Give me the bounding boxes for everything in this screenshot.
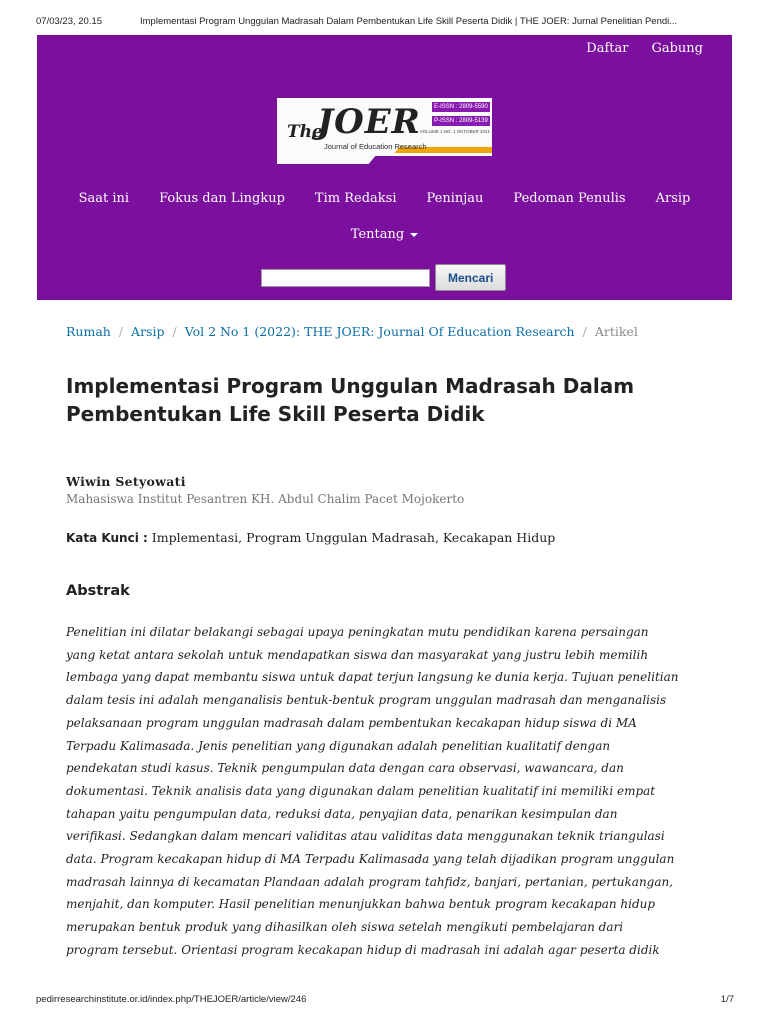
register-link[interactable]: Daftar — [586, 41, 629, 56]
nav-current[interactable]: Saat ini — [78, 191, 130, 206]
logo-the: The — [287, 122, 323, 142]
abstract-line: dalam tesis ini adalah menganalisis bentuk-bentuk program unggulan madrasah dan menganalisis — [66, 693, 667, 708]
abstract-line: data. Program kecakapan hidup di MA Terpadu Kalimasada yang telah dijadikan program unggulan — [66, 852, 675, 867]
breadcrumb-current: Artikel — [594, 324, 638, 339]
article-title-line-1: Implementasi Program Unggulan Madrasah Dalam — [66, 374, 635, 398]
print-header — [0, 16, 768, 30]
nav-row-2 — [37, 225, 732, 245]
print-page-number: 1/7 — [720, 994, 734, 1005]
site-header — [37, 35, 732, 300]
author-name: Wiwin Setyowati — [66, 474, 186, 489]
breadcrumb-separator: / — [118, 324, 124, 339]
print-footer — [0, 994, 768, 1008]
print-date: 07/03/23, 20.15 — [36, 16, 103, 27]
keywords-label: Kata Kunci : — [66, 531, 148, 545]
abstract-heading: Abstrak — [66, 583, 130, 599]
abstract-line: yang ketat antara sekolah untuk mendapatkan siswa dan masyarakat yang justru lebih memilih — [66, 647, 649, 662]
print-url: pedirresearchinstitute.or.id/index.php/THEJOER/article/view/246 — [36, 994, 307, 1005]
logo-joer: JOER — [317, 102, 421, 142]
abstract-text — [66, 621, 716, 962]
keywords — [66, 530, 555, 545]
logo-volume: VOLUME 1 NO. 1 OKTOBER 2021 — [419, 129, 490, 134]
caret-down-icon — [410, 233, 418, 237]
keywords-value: Implementasi, Program Unggulan Madrasah, Kecakapan Hidup — [151, 530, 556, 545]
abstract-line: menjahit, dan komputer. Hasil penelitian menunjukkan bahwa bentuk program kecakapan hidup — [66, 897, 656, 912]
logo-eissn: E-ISSN : 2809-5590 — [432, 102, 490, 112]
nav-editorial-team[interactable]: Tim Redaksi — [314, 191, 397, 206]
nav-focus-scope[interactable]: Fokus dan Lingkup — [159, 191, 285, 206]
logo-stripe-bottom — [277, 164, 492, 172]
abstract-line: pendekatan studi kasus. Teknik pengumpulan data dengan cara observasi, wawancara, dan — [66, 761, 624, 776]
abstract-line: merupakan bentuk produk yang dihasilkan oleh siswa setelah mengikuti pembelajaran dari — [66, 920, 624, 935]
breadcrumb-home[interactable]: Rumah — [66, 324, 111, 339]
breadcrumb-separator: / — [172, 324, 177, 339]
user-links — [586, 41, 703, 56]
main-nav — [37, 189, 732, 209]
nav-reviewers[interactable]: Peninjau — [426, 191, 484, 206]
abstract-line: Penelitian ini dilatar belakangi sebagai upaya peningkatan mutu pendidikan karena persaingan — [66, 625, 649, 639]
logo-subtitle: Journal of Education Research — [324, 142, 427, 151]
breadcrumb-issue[interactable]: Vol 2 No 1 (2022): THE JOER: Journal Of Education Research — [184, 324, 575, 339]
print-page-title: Implementasi Program Unggulan Madrasah Dalam Pembentukan Life Skill Peserta Didik | THE JOER: Jurnal Penelitian Pendi... — [140, 16, 678, 27]
abstract-line: tahapan yaitu pengumpulan data, reduksi data, penyajian data, penarikan kesimpulan dan — [66, 806, 618, 821]
abstract-line: program tersebut. Orientasi program kecakapan hidup di madrasah ini adalah agar peserta didik — [66, 942, 660, 957]
abstract-line: verifikasi. Sedangkan dalam mencari validitas atau validitas data menggunakan teknik triangulasi — [66, 829, 665, 844]
article-title-line-2: Pembentukan Life Skill Peserta Didik — [66, 402, 485, 426]
abstract-line: Terpadu Kalimasada. Jenis penelitian yang digunakan adalah penelitian kualitatif dengan — [66, 738, 611, 753]
nav-author-guidelines[interactable]: Pedoman Penulis — [513, 191, 626, 206]
abstract-line: madrasah lainnya di kecamatan Plandaan adalah program tahfidz, banjari, pertanian, pertukangan, — [66, 874, 674, 889]
logo-pissn: P-ISSN : 2809-5139 — [432, 116, 490, 126]
search-button[interactable]: Mencari — [435, 264, 506, 291]
login-link[interactable]: Gabung — [651, 41, 703, 56]
journal-logo[interactable] — [277, 98, 492, 172]
nav-about-dropdown[interactable] — [351, 225, 418, 245]
breadcrumb-archive[interactable]: Arsip — [131, 324, 165, 339]
breadcrumb-separator: / — [582, 324, 587, 339]
search-input[interactable] — [261, 269, 430, 287]
nav-archive[interactable]: Arsip — [655, 191, 691, 206]
abstract-line: lembaga yang dapat membantu siswa untuk dapat terjun langsung ke dunia kerja. Tujuan penelitian — [66, 670, 679, 685]
logo-stripe-purple — [369, 156, 492, 164]
nav-about-label: Tentang — [350, 227, 405, 242]
article-title — [66, 372, 706, 428]
abstract-line: dokumentasi. Teknik analisis data yang digunakan dalam penelitian kualitatif ini memiliki empat — [66, 783, 656, 798]
breadcrumb — [66, 324, 638, 339]
search-bar — [261, 264, 506, 291]
abstract-line: pelaksanaan program unggulan madrasah dalam pembentukan kecakapan hidup siswa di MA — [66, 715, 637, 730]
author-affiliation: Mahasiswa Institut Pesantren KH. Abdul Chalim Pacet Mojokerto — [66, 492, 465, 506]
